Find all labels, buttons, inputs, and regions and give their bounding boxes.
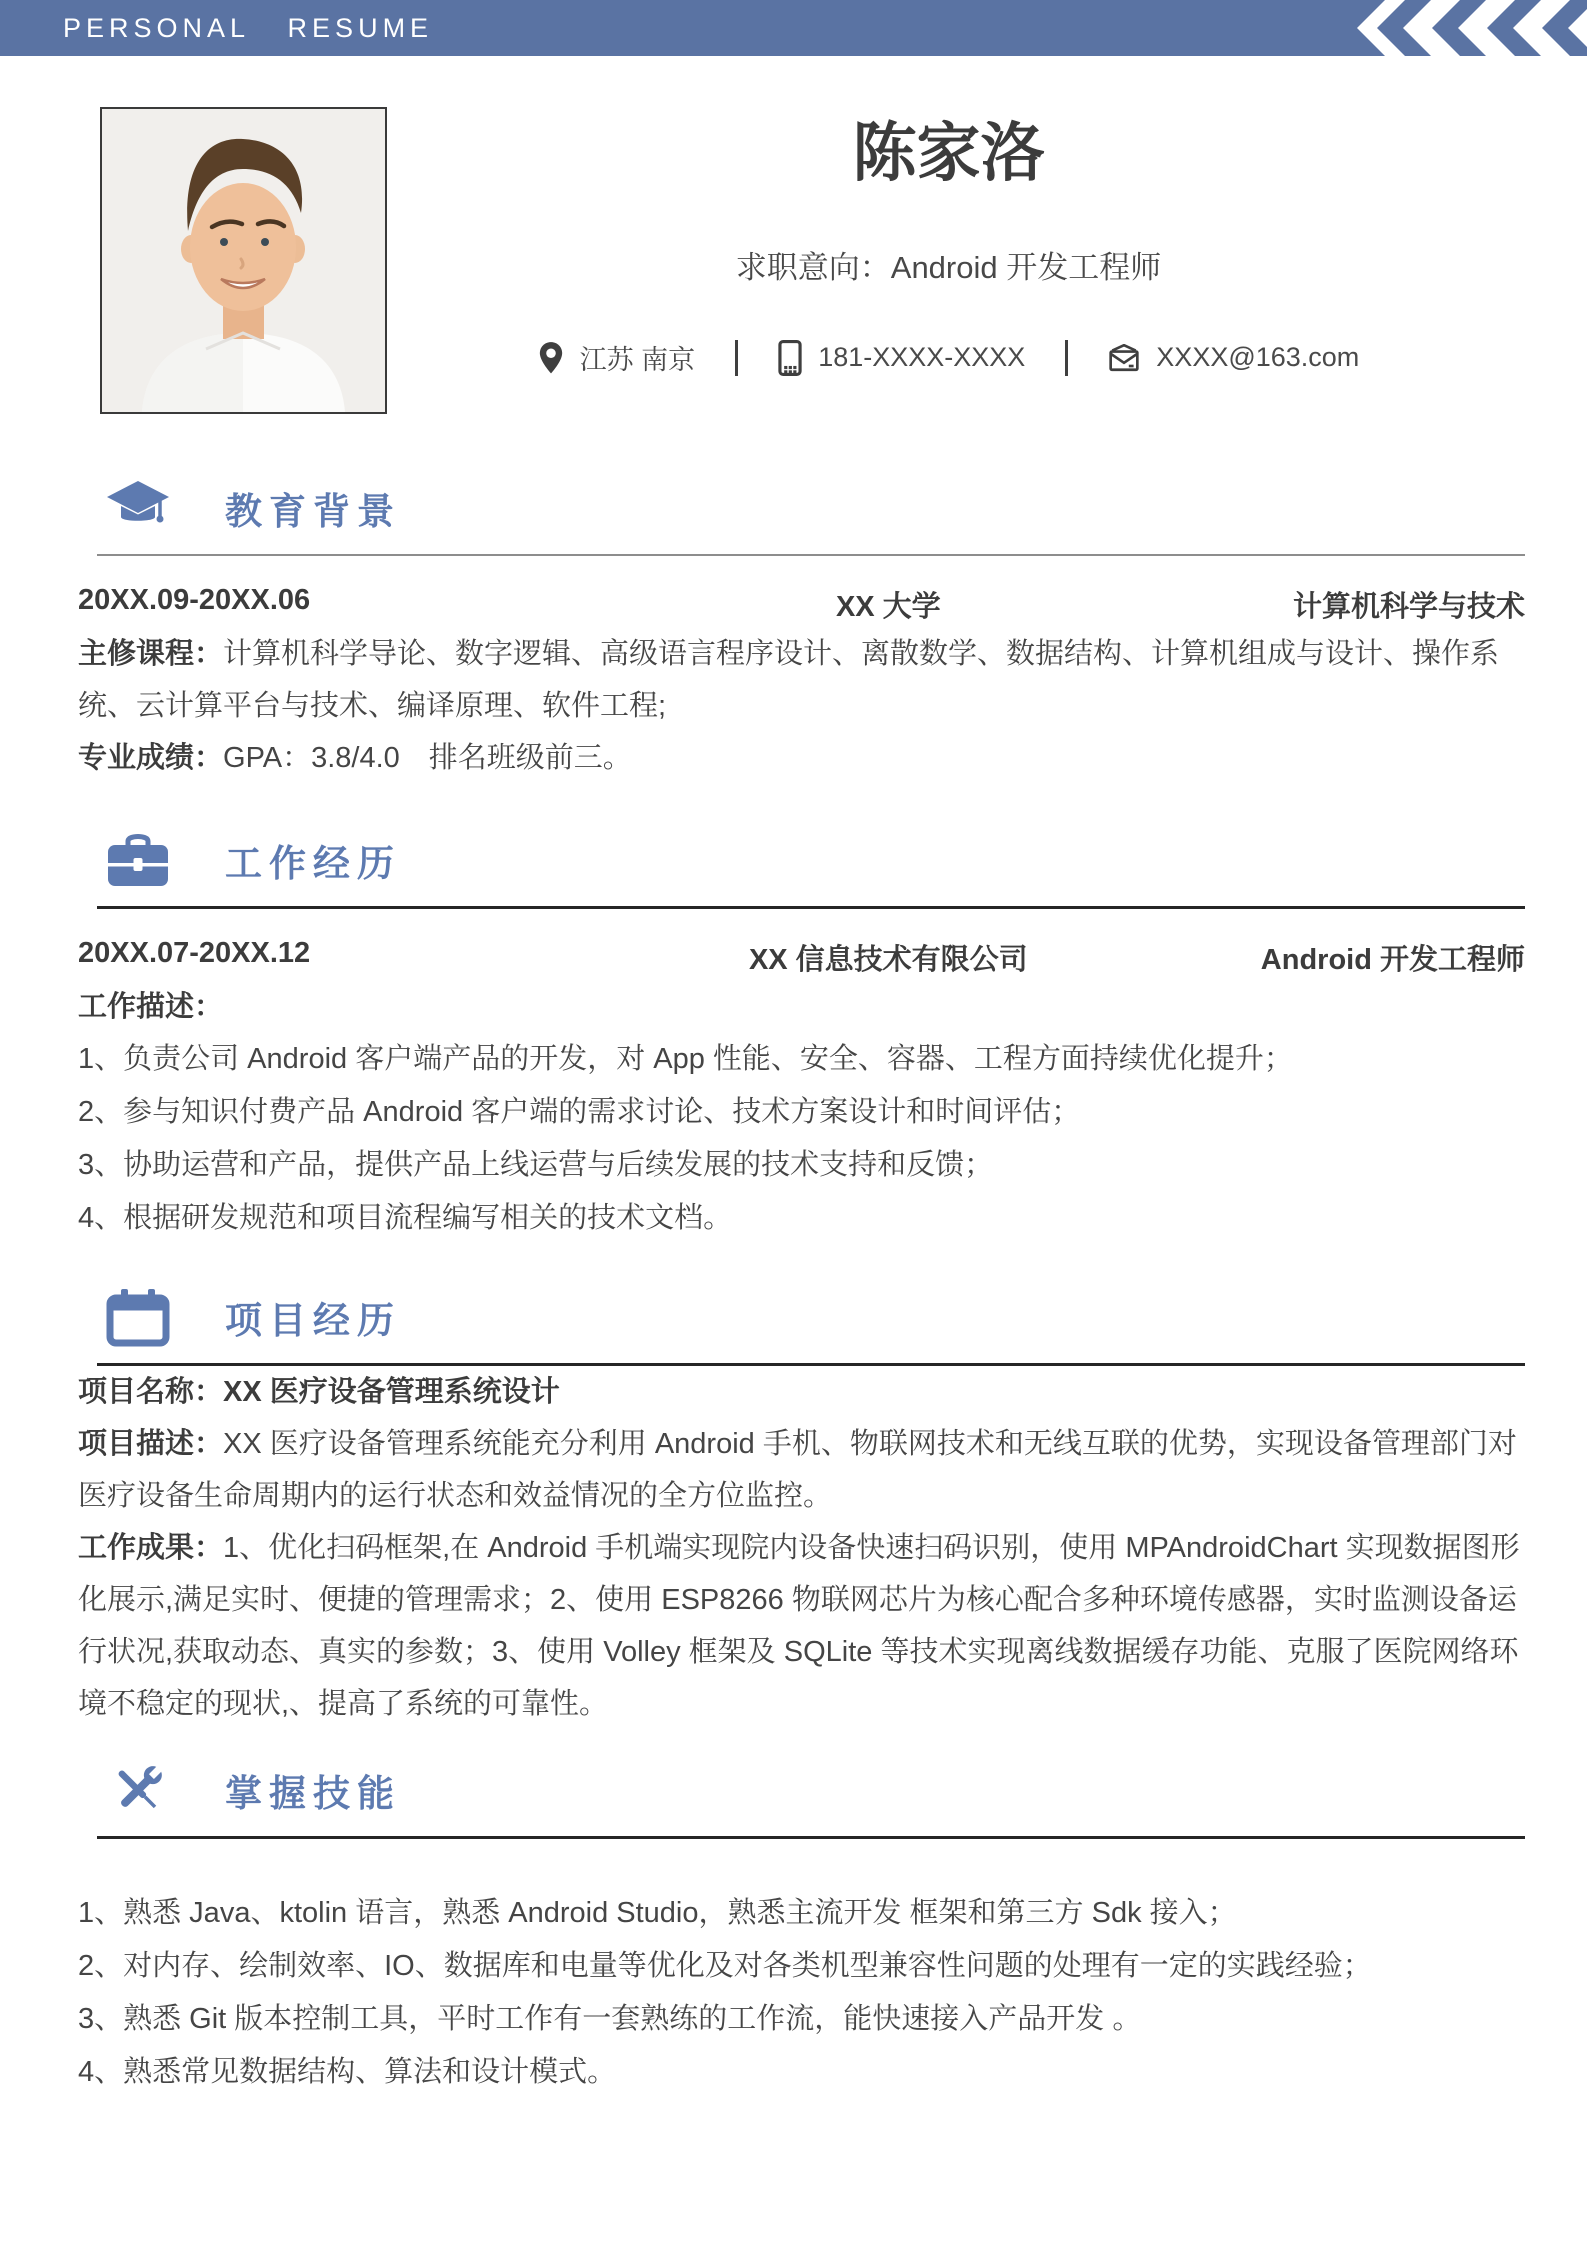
- work-desc-label: 工作描述：: [78, 991, 224, 1023]
- contact-divider: [735, 340, 738, 376]
- contact-divider: [1065, 340, 1068, 376]
- education-header: [105, 478, 1525, 538]
- skill-item: 1、熟悉 Java、ktolin 语言，熟悉 Android Studio，熟悉主流开发 框架和第三方 Sdk 接入；: [78, 1897, 1237, 1929]
- contact-location-text: 江苏 南京: [579, 345, 696, 375]
- project-name: [78, 1366, 1525, 1418]
- project-desc: [78, 1418, 1525, 1522]
- courses-text: 计算机科学导论、数字逻辑、高级语言程序设计、离散数学、数据结构、计算机组成与设计、操作系统、云计算平台与技术、编译原理、软件工程;: [78, 638, 1500, 722]
- crossed-tools-icon: [105, 1760, 171, 1820]
- profile-photo: [100, 107, 387, 414]
- work-item: 1、负责公司 Android 客户端产品的开发，对 App 性能、安全、容器、工程方面持续优化提升；: [78, 1043, 1293, 1075]
- briefcase-icon: [105, 830, 171, 890]
- topbar-title: PERSONAL RESUME: [63, 12, 434, 43]
- location-pin-icon: [538, 341, 564, 375]
- work-item: 2、参与知识付费产品 Android 客户端的需求讨论、技术方案设计和时间评估；: [78, 1096, 1081, 1128]
- education-major: 计算机科学与技术: [1292, 591, 1525, 623]
- contact-row: [387, 338, 1510, 377]
- project-desc-label: 项目描述：: [78, 1428, 224, 1460]
- phone-icon: [778, 340, 802, 376]
- contact-email-text: XXXX@163.com: [1156, 342, 1360, 372]
- work-item: 3、协助运营和产品，提供产品上线运营与后续发展的技术支持和反馈；: [78, 1149, 994, 1181]
- section-skills: [78, 1760, 1525, 2099]
- project-name-label: 项目名称：: [78, 1376, 224, 1408]
- gpa-text: GPA：3.8/4.0 排名班级前三。: [223, 742, 632, 774]
- contact-phone-text: 181-XXXX-XXXX: [818, 342, 1026, 372]
- education-school: XX 大学: [835, 591, 941, 623]
- work-header: [105, 830, 1525, 890]
- calendar-icon: [105, 1287, 171, 1347]
- section-title-education: 教育背景: [225, 491, 401, 532]
- mail-icon: [1108, 344, 1140, 372]
- identity-header: [0, 56, 1587, 414]
- education-courses: [78, 628, 1525, 732]
- section-title-project: 项目经历: [225, 1300, 401, 1341]
- project-header: [105, 1287, 1525, 1347]
- section-title-skills: 掌握技能: [225, 1773, 401, 1814]
- skill-list: [78, 1887, 1525, 2099]
- project-desc-text: XX 医疗设备管理系统能充分利用 Android 手机、物联网技术和无线互联的优势，实现设备管理部门对医疗设备生命周期内的运行状态和效益情况的全方位监控。: [78, 1428, 1517, 1512]
- contact-phone: [778, 340, 1025, 376]
- gpa-label: 专业成绩：: [78, 742, 224, 774]
- section-education: [78, 478, 1525, 784]
- topbar: [0, 0, 1587, 56]
- education-gpa: [78, 732, 1525, 784]
- section-title-work: 工作经历: [225, 843, 401, 884]
- project-name-text: XX 医疗设备管理系统设计: [223, 1376, 560, 1408]
- work-role: Android 开发工程师: [1260, 944, 1525, 976]
- project-result-text: 1、优化扫码框架,在 Android 手机端实现院内设备快速扫码识别，使用 MPAndroidChart 实现数据图形化展示,满足实时、便捷的管理需求；2、使用 ESP8266 物联网芯片为核心配合多种环境传感器，实时监测设备运行状况,获取动态、真实的参数；3、使用 Volley 框架及 SQLite 等技术实现离线数据缓存功能、克服了医院网络环境不稳定的现状,、提高了系统的可靠性。: [78, 1532, 1520, 1720]
- section-divider: [97, 1836, 1525, 1839]
- section-project: [78, 1287, 1525, 1730]
- work-company: XX 信息技术有限公司: [748, 944, 1028, 976]
- work-item: 4、根据研发规范和项目流程编写相关的技术文档。: [78, 1202, 733, 1234]
- education-period: 20XX.09-20XX.06: [78, 584, 311, 616]
- work-period: 20XX.07-20XX.12: [78, 937, 311, 969]
- work-row: [78, 937, 1525, 981]
- skills-header: [105, 1760, 1525, 1820]
- courses-label: 主修课程：: [78, 638, 224, 670]
- skill-item: 4、熟悉常见数据结构、算法和设计模式。: [78, 2056, 617, 2088]
- section-work: [78, 830, 1525, 1245]
- job-objective: 求职意向：Android 开发工程师: [735, 250, 1162, 285]
- skill-item: 2、对内存、绘制效率、IO、数据库和电量等优化及对各类机型兼容性问题的处理有一定的实践经验；: [78, 1950, 1372, 1982]
- contact-location: [538, 338, 696, 377]
- identity-info: [387, 56, 1510, 414]
- left-chevrons-icon: [1287, 0, 1587, 56]
- contact-email: [1108, 342, 1359, 373]
- project-result-label: 工作成果：: [78, 1532, 224, 1564]
- candidate-name: 陈家洛: [852, 117, 1045, 189]
- project-result: [78, 1522, 1525, 1730]
- section-divider: [97, 554, 1525, 556]
- skill-item: 3、熟悉 Git 版本控制工具，平时工作有一套熟练的工作流，能快速接入产品开发 。: [78, 2003, 1142, 2035]
- section-divider: [97, 906, 1525, 909]
- education-row: [78, 584, 1525, 628]
- graduation-cap-icon: [105, 478, 171, 538]
